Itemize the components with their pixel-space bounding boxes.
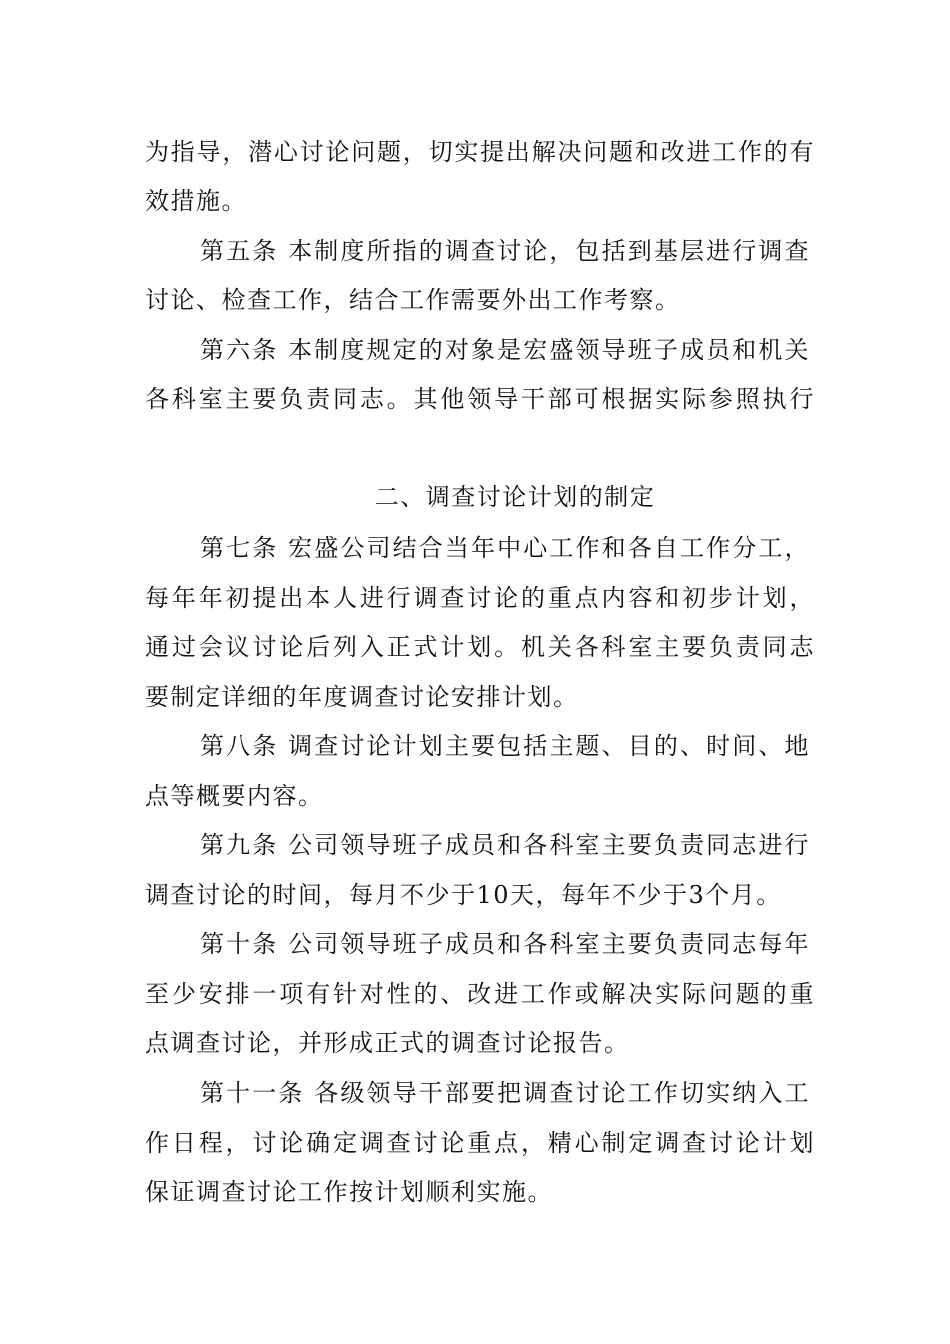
article-11-line: 作日程，讨论确定调查讨论重点，精心制定调查讨论计划 xyxy=(145,1129,815,1157)
article-7-line: 第七条 宏盛公司结合当年中心工作和各自工作分工， xyxy=(200,534,810,562)
article-6-line: 第六条 本制度规定的对象是宏盛领导班子成员和机关 xyxy=(200,336,810,364)
article-11-line: 保证调查讨论工作按计划顺利实施。 xyxy=(145,1178,553,1206)
article-7-line: 要制定详细的年度调查讨论安排计划。 xyxy=(145,683,579,711)
article-5-line: 第五条 本制度所指的调查讨论，包括到基层进行调查 xyxy=(200,237,810,265)
article-8-line: 第八条 调查讨论计划主要包括主题、目的、时间、地 xyxy=(200,732,810,760)
article-6-line: 各科室主要负责同志。其他领导干部可根据实际参照执行 xyxy=(145,385,815,413)
article-11-line: 第十一条 各级领导干部要把调查讨论工作切实纳入工 xyxy=(200,1079,810,1107)
article-10-line: 至少安排一项有针对性的、改进工作或解决实际问题的重 xyxy=(145,980,815,1008)
article-5-line: 讨论、检查工作，结合工作需要外出工作考察。 xyxy=(145,286,681,314)
article-10-line: 点调查讨论，并形成正式的调查讨论报告。 xyxy=(145,1029,630,1057)
article-8-line: 点等概要内容。 xyxy=(145,782,324,810)
article-10-line: 第十条 公司领导班子成员和各科室主要负责同志每年 xyxy=(200,930,810,958)
section-heading: 二、调查讨论计划的制定 xyxy=(374,483,656,511)
article-9-line: 第九条 公司领导班子成员和各科室主要负责同志进行 xyxy=(200,831,810,859)
paragraph-line: 效措施。 xyxy=(145,187,247,215)
article-9-line: 调查讨论的时间，每月不少于10天，每年不少于3个月。 xyxy=(145,881,782,909)
paragraph-line: 为指导，潜心讨论问题，切实提出解决问题和改进工作的有 xyxy=(145,138,815,166)
article-7-line: 每年年初提出本人进行调查讨论的重点内容和初步计划， xyxy=(145,584,815,612)
article-7-line: 通过会议讨论后列入正式计划。机关各科室主要负责同志 xyxy=(145,633,815,661)
